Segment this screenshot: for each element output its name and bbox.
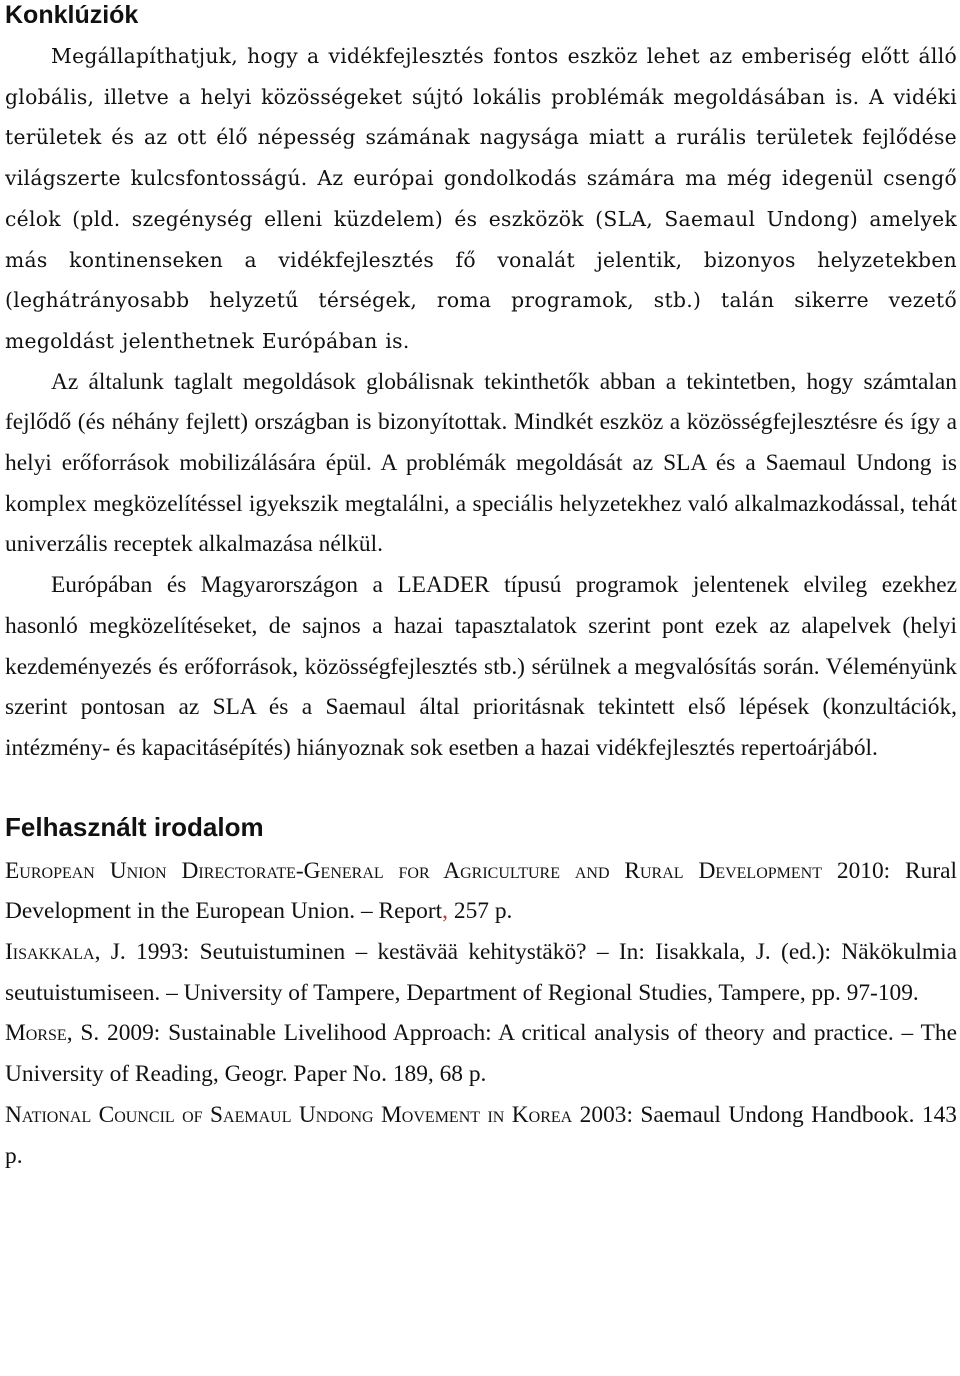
reference-comma: , [442, 898, 449, 925]
conclusions-paragraph-1: Megállapíthatjuk, hogy a vidékfejlesztés fontos eszköz lehet az emberiség előtt álló globális, illetve a helyi közösségeket sújtó lokális problémák megoldásában is. A vidéki területek és az ott élő népesség számának nagysága miatt a rurális területek fejlődése világszerte kulcsfontosságú. Az európai gondolkodás számára ma még idegenül csengő célok (pld. szegénység elleni küzdelem) és eszközök (SLA, Saemaul Undong) amelyek más kontinenseken a vidékfejlesztés fő vonalát jelentik, bizonyos helyzetekben (leghátrányosabb helyzetű térségek, roma programok, stb.) talán sikerre vezető megoldást jelenthetnek Európában is. [5, 44, 957, 353]
conclusions-heading: Konklúziók [5, 1, 139, 29]
reference-text: 2010: Rural Development in the European Union. – Report [5, 857, 958, 925]
reference-text: 1993: Seutuistuminen – kestävää kehitystäkö? – In: Iisakkala, J. (ed.): Näkökulmia seutuistumiseen. – University of Tampere, Department of Regional Studies, Tampere, pp. 97-109. [5, 939, 957, 1006]
conclusions-paragraph-3: Európában és Magyarországon a LEADER típusú programok jelentenek elvileg ezekhez hasonló megközelítéseket, de sajnos a hazai tapasztalatok szerint pont ezek az alapelvek (helyi kezdeményezés és erőforrások, közösségfejlesztés stb.) sérülnek a megvalósítás során. Véleményünk szerint pontosan az SLA és a Saemaul által prioritásnak tekintett első lépések (konzultációk, intézmény- és kapacitásépítés) hiányoznak sok esetben a hazai vidékfejlesztés repertoárjából. [5, 572, 957, 761]
reference-author: European Union Directorate-General for Agriculture and Rural Development [5, 857, 822, 884]
reference-item [5, 851, 957, 932]
reference-item [5, 932, 957, 1013]
references-heading: Felhasznált irodalom [5, 811, 264, 842]
document-page [5, 0, 957, 1176]
reference-item [5, 1095, 957, 1176]
reference-text: 2003: Saemaul Undong Handbook. 143 p. [5, 1101, 957, 1169]
reference-text: 257 p. [448, 898, 513, 925]
reference-author: Iisakkala, J. [5, 939, 126, 966]
reference-text: 2009: Sustainable Livelihood Approach: A critical analysis of theory and practice. – The University of Reading, Geogr. Paper No. 189, 68 p. [5, 1020, 958, 1088]
references-list [5, 851, 957, 1177]
reference-item [5, 1013, 957, 1094]
reference-author: National Council of Saemaul Undong Movement in Korea [5, 1101, 573, 1128]
reference-author: Morse, S. [5, 1020, 100, 1047]
conclusions-paragraph-2: Az általunk taglalt megoldások globálisnak tekinthetők abban a tekintetben, hogy számtalan fejlődő (és néhány fejlett) országban is bizonyítottak. Mindkét eszköz a közösségfejlesztésre és így a helyi erőforrások mobilizálására épül. A problémák megoldását az SLA és a Saemaul Undong is komplex megközelítéssel igyekszik megtalálni, a speciális helyzetekhez való alkalmazkodással, tehát univerzális receptek alkalmazása nélkül. [5, 368, 957, 558]
